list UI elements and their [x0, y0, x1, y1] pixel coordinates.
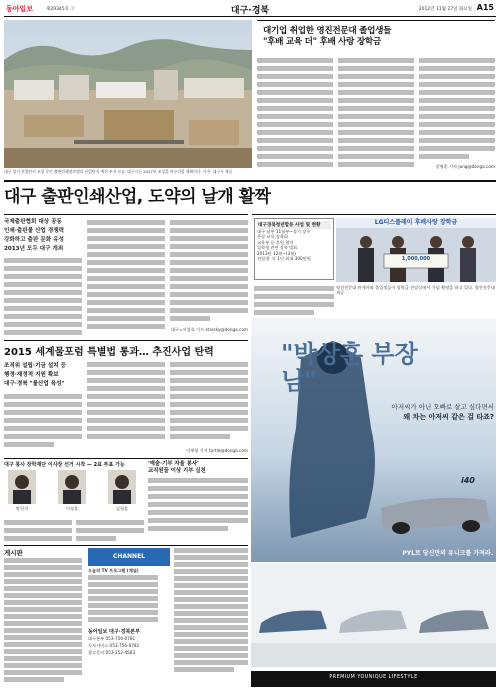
page-number: A15	[476, 3, 494, 12]
info-box-title: 대구경북청년합동 사업 및 현황	[257, 221, 331, 229]
water-subhead-3: 대구·경북 "물산업 육성"	[4, 381, 65, 387]
photo-caption: 대구 성서 산업단지 조성 중인 출판인쇄정보밸리 산업단지 예정 부지 모습. 대구시는 2017년 조성을 마무리할 계획이다. 사진: 대구시 제공	[4, 169, 233, 174]
left-subhead-4: 2013년 모두 대구 개최	[4, 246, 64, 252]
car-advertisement	[251, 318, 496, 562]
left-subhead-3: 강화하고 출판 문화 유성	[4, 237, 64, 243]
portrait-2	[58, 470, 86, 504]
issue-number: 제29345호 ⓒ	[46, 7, 75, 12]
right-top-byline: 장영훈 기자 jang@donga.com	[435, 164, 495, 169]
water-forum-subheads	[4, 362, 82, 389]
side-story-subtitle: 교직원들 이상 기부 실천	[148, 468, 206, 474]
left-article-byline: 대구=이성호 기자 starsky@donga.com	[170, 327, 248, 332]
info-box	[254, 218, 334, 280]
left-article-rule	[4, 214, 248, 215]
ad-line-2: 왜 차는 아저씨 같은 걸 타죠?	[403, 413, 494, 421]
channel-subtitle: 오늘의 TV 프로그램 (채널)	[88, 568, 139, 573]
industrial-complex-photo	[4, 20, 252, 168]
ad-car-lineup	[251, 563, 496, 667]
ad-slogan: PYL로 당신만의 유니크를 가져라.	[402, 550, 493, 557]
info-box-line-5: 2013년 12월~(3월)	[257, 250, 296, 256]
left-article-subheads	[4, 218, 82, 254]
check-amount: 1,000,000	[401, 256, 431, 262]
right-top-headline-line1: 대기업 취업한 영진전문대 졸업생들	[263, 26, 392, 36]
scholarship-ceremony-photo	[336, 218, 496, 282]
right-top-headline-line2: "후배 교육 더" 후배 사랑 장학금	[263, 37, 381, 47]
ad-line-1: 아저씨가 아닌 오빠로 살고 싶다면서	[391, 403, 494, 411]
side-story-body	[148, 478, 248, 542]
issue-date: 2012년 11월 27일 화요일	[418, 7, 472, 12]
contact-2: 독자서비스 053-756-0782	[88, 643, 140, 648]
main-headline: 대구 출판인쇄산업, 도약의 날개 활짝	[4, 187, 271, 207]
info-box-line-2: 온상 교육 장학회	[257, 234, 288, 240]
contacts-title: 동아일보 대구·경북본부	[88, 629, 140, 635]
notice-title: 게시판	[4, 549, 23, 557]
left-article-body	[4, 258, 248, 338]
info-box-line-4: 입학생 관련 장학 발표	[257, 245, 298, 251]
right-mid-rule	[252, 214, 496, 215]
people-silhouettes	[336, 228, 496, 282]
left-subhead-2: 인쇄·출판물 산업 경쟁력	[4, 228, 65, 234]
ad-quote: "박상훈 부장님"	[281, 339, 418, 395]
right-top-body-text	[257, 54, 495, 178]
side-story-title: '예술·기부 자율 봉사'	[148, 461, 199, 467]
water-forum-headline: 2015 세계물포럼 특별법 통과… 추진사업 탄력	[4, 347, 214, 358]
channel-title: CHANNEL	[88, 548, 170, 566]
info-box-line-3: 교육부 등 후원 협약	[257, 239, 294, 245]
scholarship-banner: LG디스플레이 후배사랑 장학금	[336, 218, 496, 228]
ad-model: i40	[461, 476, 475, 485]
info-box-line-1: 대구 남부 11월부~경기 장수	[257, 229, 311, 234]
info-box-line-6: 전업생: 각 1년 최대 300만원	[257, 256, 311, 262]
water-forum-byline: 이세형 기자 turtle@donga.com	[186, 448, 248, 453]
left-subhead-1: 국제출판협회 대상 공동	[4, 219, 62, 225]
portrait-3	[108, 470, 136, 504]
portrait-2-name: 이상훈	[65, 506, 79, 511]
bottom-story-rule	[4, 458, 248, 459]
contact-1: 대구본부 053-756-0781	[88, 636, 136, 641]
ad-footer-logo: PREMIUM YOUNIQUE LIFESTYLE	[329, 675, 418, 680]
channel-side-body	[174, 548, 248, 686]
portrait-3-name: 김형훈	[115, 506, 129, 511]
section-title: 대구·경북	[230, 6, 270, 16]
channel-listing	[88, 575, 170, 623]
water-subhead-1: 조직위 설립·기금 설치 등	[4, 363, 67, 369]
car-lineup-illustration	[251, 563, 496, 667]
bottom-story-headline: 대구 봉사 장학재단 이사장 선거 시작 — 2표 투표 가능	[4, 462, 125, 468]
contact-3: 광고문의 053-252-4583	[88, 650, 136, 655]
scholarship-caption: 영진전문대 관계자와 졸업생들이 장학금 전달식에서 기념 촬영을 하고 있다. 영진전문대 제공	[336, 285, 495, 296]
side-story-headline	[148, 461, 248, 475]
water-forum-rule	[4, 340, 248, 341]
channel-rule	[4, 545, 248, 546]
right-top-rule	[257, 20, 495, 21]
notice-body	[4, 558, 82, 686]
newspaper-logo: 동아일보	[6, 5, 34, 13]
cityscape-illustration	[4, 20, 252, 168]
portrait-1-name: 박헌석	[15, 506, 29, 511]
right-mid-body	[254, 286, 334, 316]
bottom-story-portraits	[4, 470, 144, 520]
right-top-headline	[263, 26, 495, 48]
bottom-story-body	[4, 520, 144, 542]
water-forum-body	[4, 394, 248, 454]
water-subhead-2: 행정·재정적 지원 확보	[4, 372, 59, 378]
portrait-1	[8, 470, 36, 504]
